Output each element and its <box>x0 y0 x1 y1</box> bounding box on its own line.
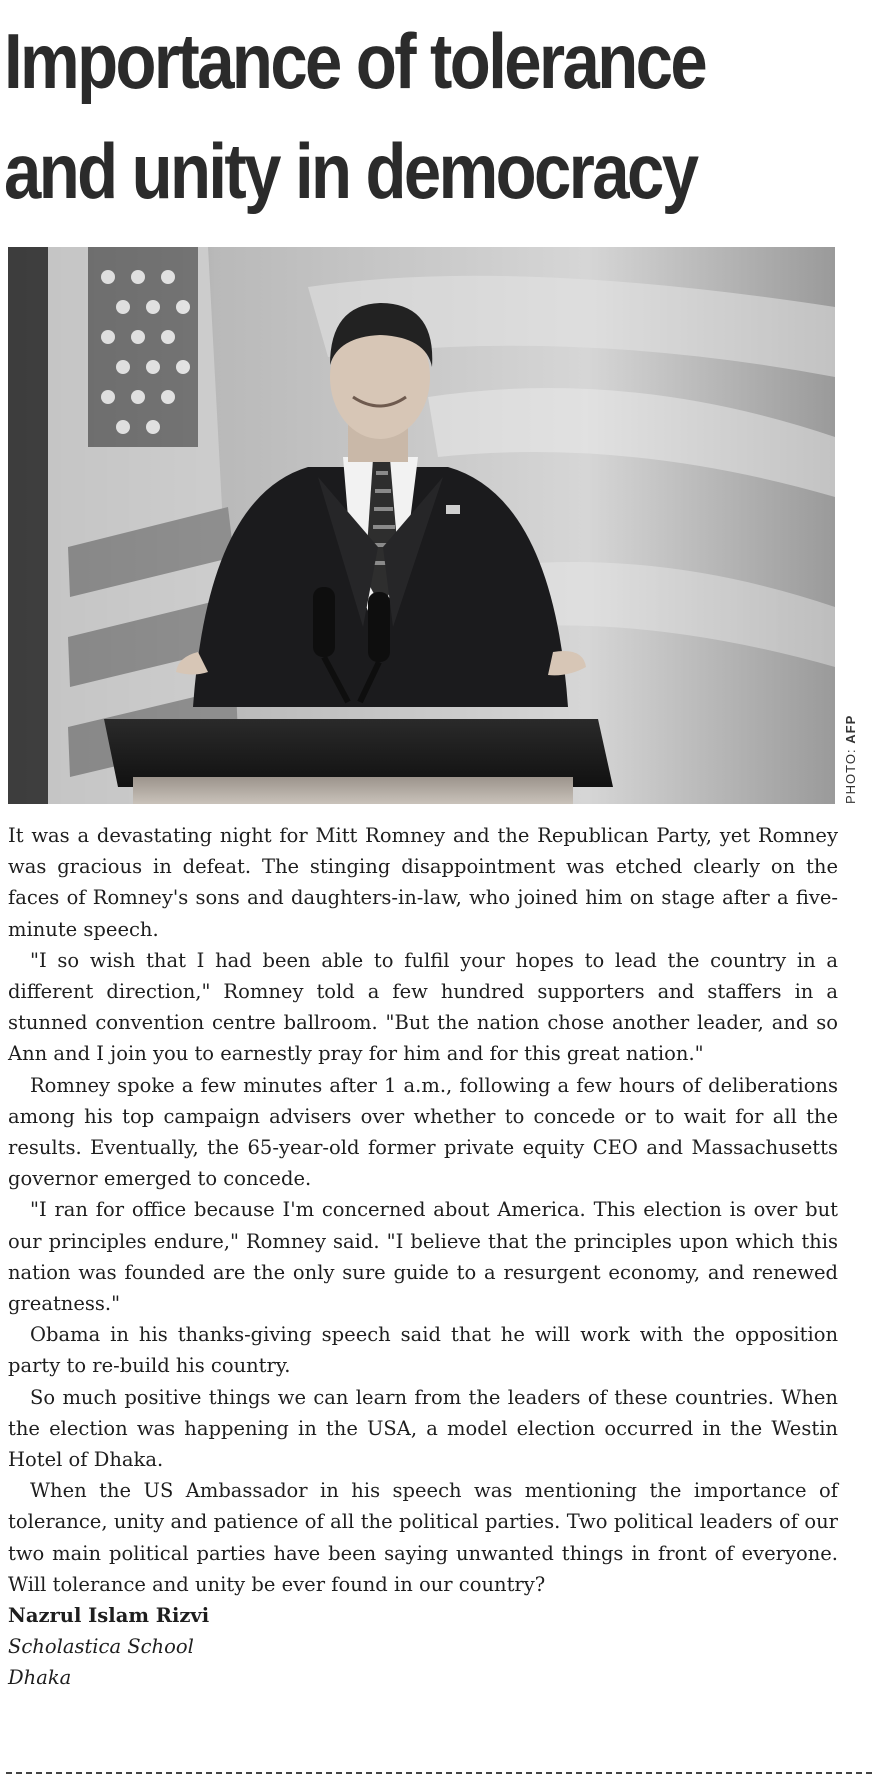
author-organization: Scholastica School <box>8 1635 194 1659</box>
article-paragraph: So much positive things we can learn from the leaders of these countries. When the election was happening in the USA, a model election occurred in the Westin Hotel of Dhaka. <box>8 1385 838 1472</box>
article-body <box>8 820 838 1694</box>
headline <box>4 6 744 226</box>
article-paragraph: When the US Ambassador in his speech was mentioning the importance of tolerance, unity and patience of all the political parties. Two political leaders of our two main political parties have been saying unwanted things in front of everyone. Will tolerance and unity be ever found in our country? <box>8 1479 838 1596</box>
photo-credit-source: AFP <box>843 714 858 744</box>
article-paragraph: "I so wish that I had been able to fulfil your hopes to lead the country in a different direction," Romney told a few hundred supporters and staffers in a stunned convention centre ballroom. "But the nation chose another leader, and so Ann and I join you to earnestly pray for him and for this great nation." <box>8 948 838 1066</box>
dashed-divider <box>6 1772 872 1774</box>
speaker-at-podium-illustration <box>8 247 835 804</box>
article-paragraph: "I ran for office because I'm concerned about America. This election is over but our principles endure," Romney said. "I believe that the principles upon which this nation was founded are the only sure guide to a resurgent economy, and renewed greatness." <box>8 1198 838 1316</box>
headline-line-1: Importance of tolerance <box>4 17 706 105</box>
headline-line-2: and unity in democracy <box>4 127 697 215</box>
photo-credit <box>843 715 858 804</box>
article-photo <box>8 247 835 804</box>
article-paragraph: Obama in his thanks-giving speech said that he will work with the opposition party to re-build his country. <box>8 1323 838 1378</box>
signature-block <box>8 1600 838 1694</box>
article-paragraph: It was a devastating night for Mitt Romney and the Republican Party, yet Romney was gracious in defeat. The stinging disappointment was etched clearly on the faces of Romney's sons and daughters-in-law, who joined him on stage after a five-minute speech. <box>8 824 838 941</box>
author-name: Nazrul Islam Rizvi <box>8 1604 210 1628</box>
podium <box>104 719 613 804</box>
article-paragraph: Romney spoke a few minutes after 1 a.m., following a few hours of deliberations among his top campaign advisers over whether to concede or to wait for all the results. Eventually, the 65-year-old former private equity CEO and Massachusetts governor emerged to concede. <box>8 1073 838 1191</box>
photo-credit-prefix: PHOTO: <box>843 748 858 804</box>
author-city: Dhaka <box>8 1666 72 1690</box>
